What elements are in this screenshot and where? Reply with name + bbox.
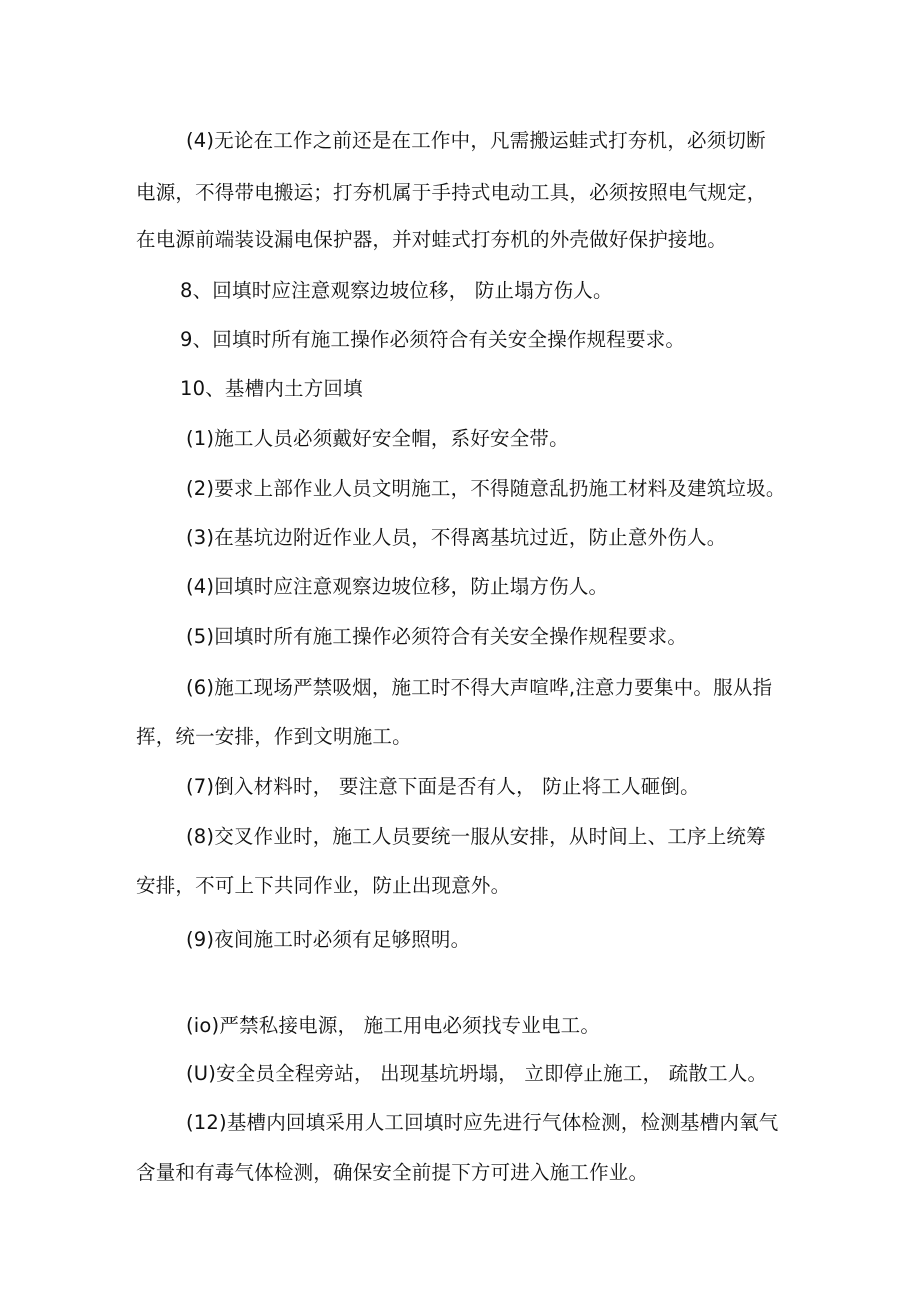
- paragraph-line: (4)回填时应注意观察边坡位移，防止塌方伤人。: [186, 575, 609, 598]
- paragraph-line: (4)无论在工作之前还是在工作中，凡需搬运蛙式打夯机，必须切断: [186, 129, 766, 152]
- paragraph-line: (io)严禁私接电源， 施工用电必须找专业电工。: [186, 1014, 601, 1037]
- paragraph-line: (2)要求上部作业人员文明施工，不得随意乱扔施工材料及建筑垃圾。: [186, 477, 786, 500]
- paragraph-line: 电源，不得带电搬运；打夯机属于手持式电动工具，必须按照电气规定，: [136, 181, 767, 204]
- paragraph-line: 在电源前端装设漏电保护器，并对蛙式打夯机的外壳做好保护接地。: [136, 228, 728, 251]
- paragraph-line: 安排，不可上下共同作业，防止出现意外。: [136, 874, 511, 897]
- paragraph-line: 8、回填时应注意观察边坡位移， 防止塌方伤人。: [180, 279, 613, 302]
- paragraph-line: (9)夜间施工时必须有足够照明。: [186, 928, 471, 951]
- paragraph-line: (7)倒入材料时， 要注意下面是否有人， 防止将工人砸倒。: [186, 775, 700, 798]
- paragraph-line: 含量和有毒气体检测，确保安全前提下方可进入施工作业。: [136, 1161, 649, 1184]
- paragraph-line: (1)施工人员必须戴好安全帽，系好安全带。: [186, 427, 569, 450]
- paragraph-line: 9、回填时所有施工操作必须符合有关安全操作规程要求。: [180, 328, 686, 351]
- paragraph-line: (3)在基坑边附近作业人员，不得离基坑过近，防止意外伤人。: [186, 526, 727, 549]
- paragraph-line: (6)施工现场严禁吸烟，施工时不得大声喧哗,注意力要集中。服从指: [186, 676, 773, 699]
- paragraph-line: (U)安全员全程旁站， 出现基坑坍塌， 立即停止施工， 疏散工人。: [186, 1062, 768, 1085]
- paragraph-line: (5)回填时所有施工操作必须符合有关安全操作规程要求。: [186, 625, 688, 648]
- paragraph-line: (8)交叉作业时，施工人员要统一服从安排，从时间上、工序上统筹: [186, 825, 766, 848]
- paragraph-line: (12)基槽内回填采用人工回填时应先进行气体检测，检测基槽内氧气: [186, 1111, 779, 1134]
- paragraph-line: 挥，统一安排，作到文明施工。: [136, 725, 412, 748]
- section-heading: 10、基槽内土方回填: [180, 377, 363, 400]
